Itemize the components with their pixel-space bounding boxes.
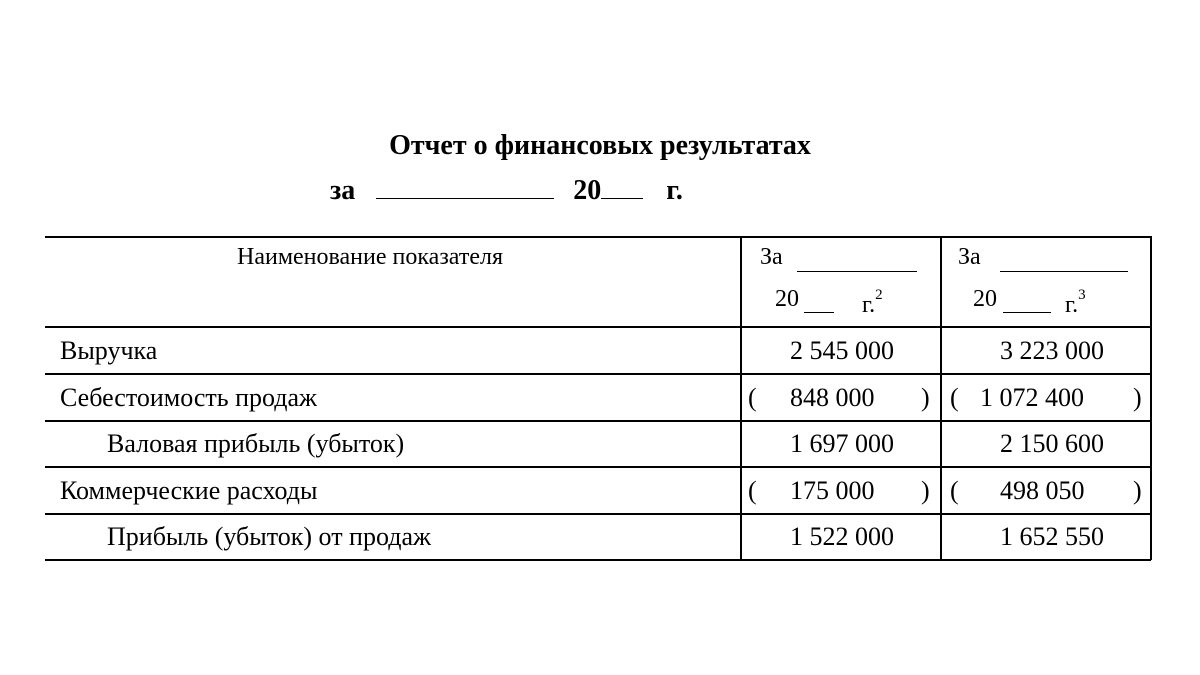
close-bracket: ) xyxy=(1133,476,1142,505)
close-bracket: ) xyxy=(1133,383,1142,412)
header-col2-period-blank xyxy=(1000,270,1128,272)
period-blank xyxy=(376,172,554,199)
footnote-3: 3 xyxy=(1078,287,1086,303)
header-col1-suffix: г.$^2$ xyxy=(862,287,883,318)
open-bracket: ( xyxy=(950,383,959,412)
period-year-blank xyxy=(601,172,643,199)
report-title: Отчет о финансовых результатах xyxy=(389,130,811,161)
period-year-prefix: 20 xyxy=(573,175,602,206)
open-bracket: ( xyxy=(950,476,959,505)
row-value-gross-profit-col1: 1 697 000 xyxy=(790,429,894,458)
row-label-cost-of-sales: Себестоимость продаж xyxy=(60,383,318,412)
row-value-profit-from-sales-col1: 1 522 000 xyxy=(790,522,894,551)
row-value-revenue-col2: 3 223 000 xyxy=(1000,336,1104,365)
row-value-gross-profit-col2: 2 150 600 xyxy=(1000,429,1104,458)
close-bracket: ) xyxy=(921,383,930,412)
close-bracket: ) xyxy=(921,476,930,505)
row-label-selling-expenses: Коммерческие расходы xyxy=(60,476,318,505)
row-label-revenue: Выручка xyxy=(60,336,158,365)
header-col2-year-prefix: 20 xyxy=(973,286,997,312)
report-period xyxy=(330,172,683,209)
row-value-cost-of-sales-col1: 848 000 xyxy=(790,383,875,412)
row-label-profit-from-sales: Прибыль (убыток) от продаж xyxy=(107,522,431,551)
footnote-2: 2 xyxy=(875,287,883,303)
header-col2-year-blank xyxy=(1003,311,1051,313)
row-label-gross-profit: Валовая прибыль (убыток) xyxy=(107,429,405,458)
row-value-revenue-col1: 2 545 000 xyxy=(790,336,894,365)
header-col1-year-blank xyxy=(804,311,834,313)
row-value-cost-of-sales-col2: 1 072 400 xyxy=(980,383,1084,412)
period-suffix: г. xyxy=(666,175,683,206)
header-col1-year-prefix: 20 xyxy=(775,286,799,312)
open-bracket: ( xyxy=(748,476,757,505)
header-col2-suffix: г.$^3$ xyxy=(1065,287,1086,318)
period-prefix: за xyxy=(330,175,356,206)
header-col1-period-blank xyxy=(797,270,917,272)
header-col1-prefix: За xyxy=(760,244,783,270)
open-bracket: ( xyxy=(748,383,757,412)
header-col2-prefix: За xyxy=(958,244,981,270)
row-value-selling-expenses-col1: 175 000 xyxy=(790,476,875,505)
row-value-profit-from-sales-col2: 1 652 550 xyxy=(1000,522,1104,551)
header-indicator: Наименование показателя xyxy=(237,244,503,270)
row-value-selling-expenses-col2: 498 050 xyxy=(1000,476,1085,505)
